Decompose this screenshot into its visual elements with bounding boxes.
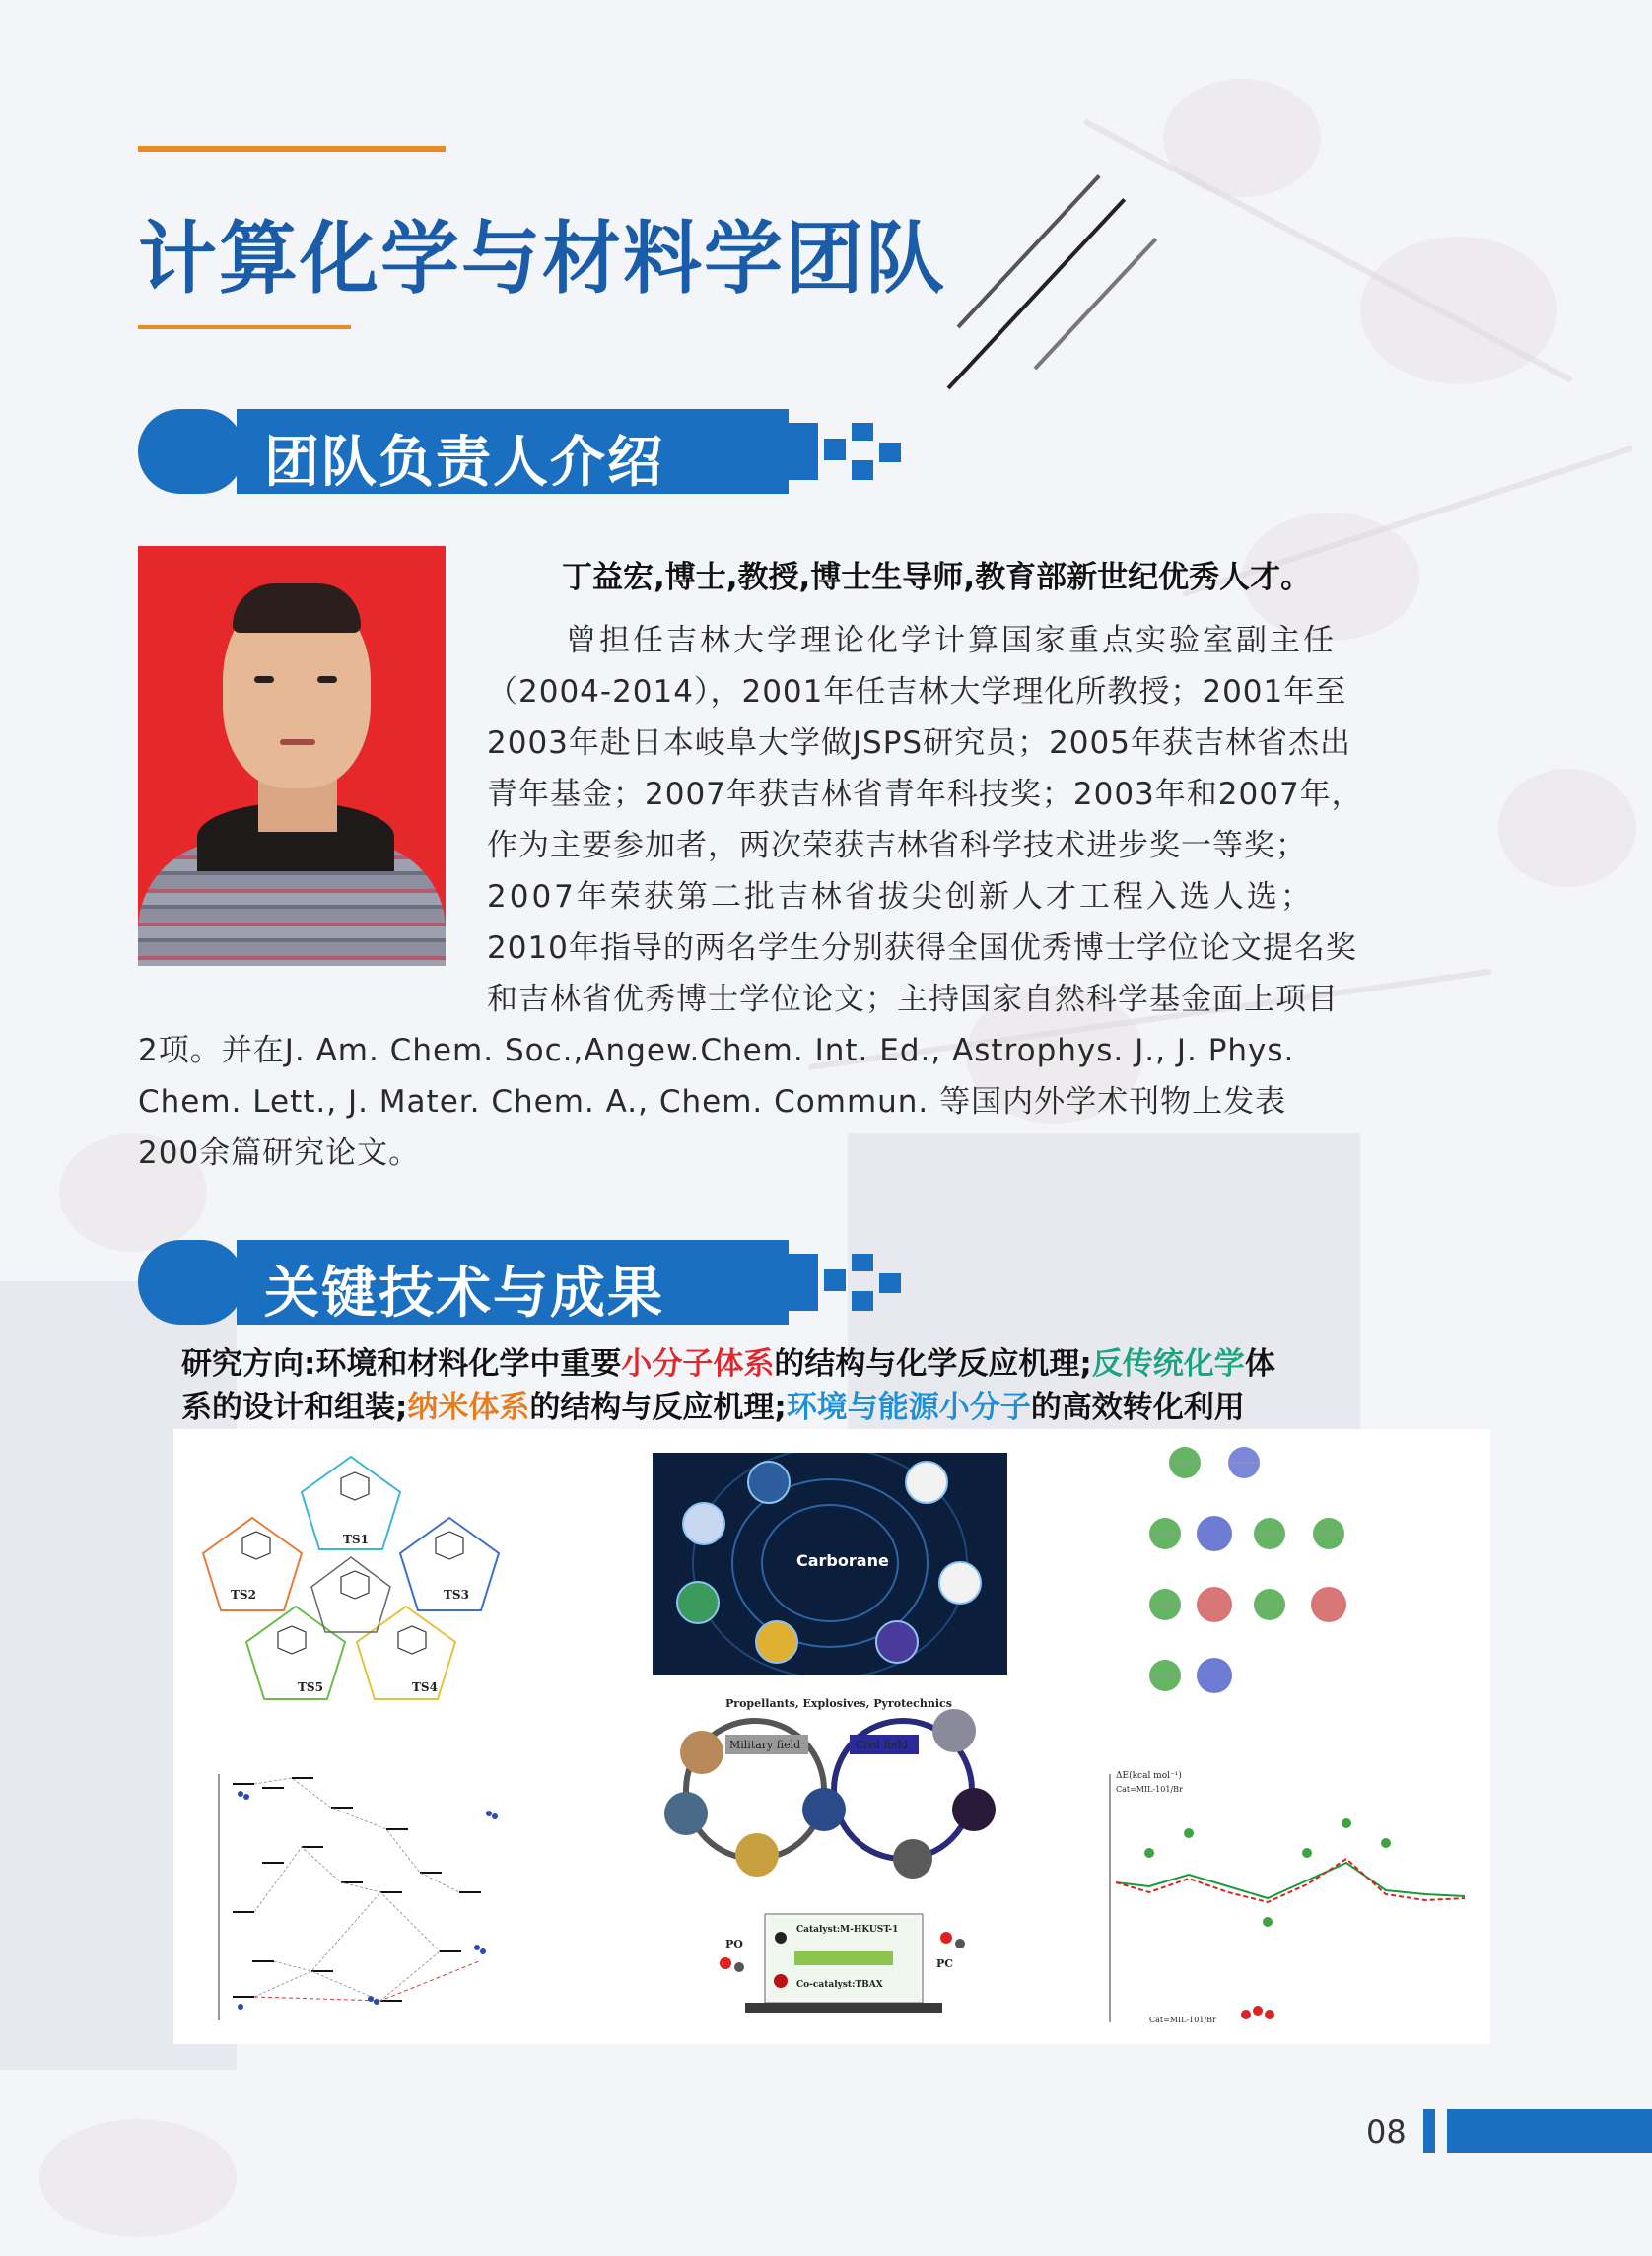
bio-line: 2项。并在J. Am. Chem. Soc.,Angew.Chem. Int. Ed., Astrophys. J., J. Phys. [138, 1033, 1295, 1068]
profile-top-label: Cat=MIL-101/Br [1116, 1785, 1183, 1794]
top-accent-rule [138, 146, 446, 152]
civil-field-label: Civil field [856, 1739, 909, 1751]
carborane-applications-figure [653, 1453, 1007, 1675]
section-pill-icon [138, 409, 244, 494]
label-ts4: TS4 [412, 1680, 438, 1694]
research-figures-panel [173, 1429, 1490, 2044]
section-pill-icon [138, 1240, 244, 1325]
bio-line: （2004-2014），2001年任吉林大学理化所教授；2001年至 [487, 674, 1347, 710]
highlight-small-molecule: 小分子体系 [621, 1346, 775, 1382]
highlight-nano-system: 纳米体系 [407, 1390, 530, 1425]
reaction-energy-profile [1080, 1764, 1475, 2030]
bio-line: 2003年赴日本岐阜大学做JSPS研究员；2005年获吉林省杰出 [487, 725, 1351, 761]
bio-line: 2010年指导的两名学生分别获得全国优秀博士学位论文提名奖 [487, 930, 1357, 966]
profile-bottom-label: Cat=MIL-101/Br [1149, 2016, 1216, 2024]
section-header-achievements [138, 1240, 907, 1325]
leader-portrait [138, 546, 446, 966]
molecular-orbitals-figure [1136, 1443, 1392, 1748]
bio-line: 作为主要参加者，两次荣获吉林省科学技术进步奖一等奖； [487, 828, 1307, 863]
bio-line: 2007年荣获第二批吉林省拔尖创新人才工程入选人选； [487, 879, 1314, 915]
label-ts3: TS3 [444, 1588, 469, 1602]
page-title: 计算化学与材料学团队 [138, 213, 946, 305]
catalyst-text: Catalyst:M-HKUST-1 [796, 1925, 899, 1935]
carborane-label: Carborane [796, 1551, 889, 1570]
pixel-squares-decoration [769, 423, 927, 482]
label-ts5: TS5 [298, 1680, 323, 1694]
research-directions: 研究方向:环境和材料化学中重要小分子体系的结构与化学反应机理;反传统化学体 系的设计和组装;纳米体系的结构与反应机理;环境与能源小分子的高效转化利用 [181, 1346, 1275, 1425]
title-underline-rule [138, 325, 351, 329]
leader-name-line: 丁益宏,博士,教授,博士生导师,教育部新世纪优秀人才。 [562, 560, 1312, 595]
label-ts2: TS2 [231, 1588, 256, 1602]
section-title: 团队负责人介绍 [264, 431, 664, 495]
highlight-anti-traditional: 反传统化学 [1091, 1346, 1245, 1382]
energy-level-diagram [193, 1764, 509, 2030]
cocatalyst-text: Co-catalyst:TBAX [796, 1980, 883, 1990]
profile-y-label: ΔE(kcal mol⁻¹) [1116, 1771, 1182, 1781]
military-field-label: Military field [729, 1739, 801, 1751]
highlight-energy-molecules: 环境与能源小分子 [786, 1390, 1031, 1425]
po-label: PO [725, 1938, 743, 1950]
bio-line: 青年基金；2007年获吉林省青年科技奖；2003年和2007年， [487, 777, 1363, 812]
propellants-title: Propellants, Explosives, Pyrotechnics [725, 1697, 952, 1710]
propellants-explosives-figure [647, 1691, 1011, 1879]
section-header-leader [138, 409, 907, 494]
pixel-squares-decoration [769, 1254, 927, 1313]
pc-label: PC [936, 1957, 954, 1970]
page-bar [1447, 2109, 1652, 2153]
section-title: 关键技术与成果 [264, 1262, 664, 1326]
bio-line: 曾担任吉林大学理论化学计算国家重点实验室副主任 [566, 623, 1337, 658]
page-bar-accent [1423, 2109, 1435, 2153]
transition-state-pentagons-figure [193, 1449, 509, 1744]
bio-line: 200余篇研究论文。 [138, 1135, 421, 1171]
bio-line: 和吉林省优秀博士学位论文；主持国家自然科学基金面上项目 [487, 982, 1339, 1017]
page-number: 08 [1366, 2113, 1407, 2151]
label-ts1: TS1 [343, 1533, 369, 1546]
bio-line: Chem. Lett., J. Mater. Chem. A., Chem. Commun. 等国内外学术刊物上发表 [138, 1084, 1287, 1120]
catalysis-scheme-figure [706, 1908, 982, 2030]
